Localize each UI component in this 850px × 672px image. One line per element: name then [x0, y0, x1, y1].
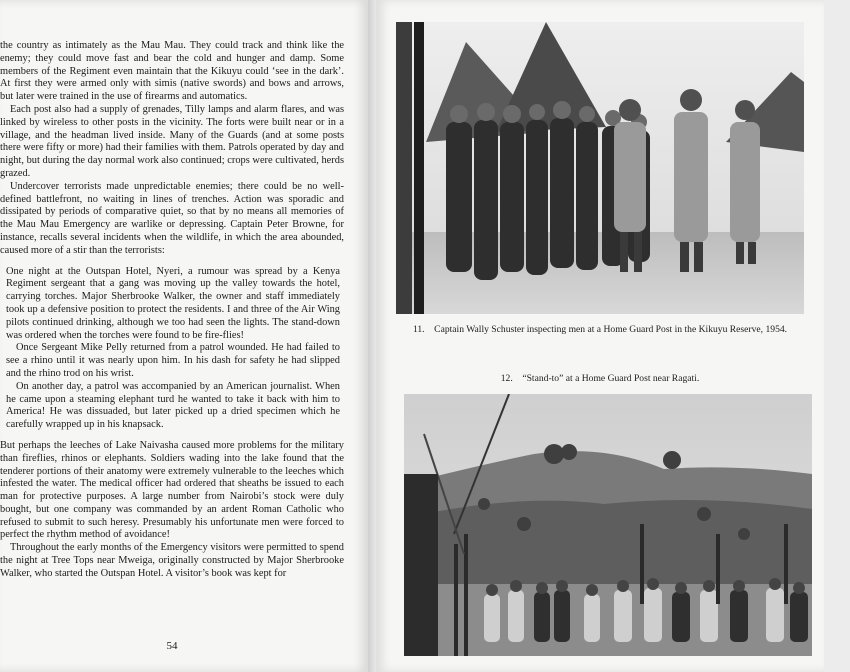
paragraph: But perhaps the leeches of Lake Naivasha caused more problems for the military than fireflies, rhinos or elephants. Soldiers wading into the lake found that the tenderer portions of their anatomy were extremely vulnerable to the leeches which infested the water. The medical officer had ordered that sheaths be issued to each man for protective purposes. A large number from Nairobi’s stock were duly bought, but one company was commanded by an ardent Roman Catholic who refused to submit to such heresy. Presumably his unfortunate men were forced to perfect the rhythm method of avoidance! — [0, 439, 344, 541]
photo-stand-to — [404, 394, 812, 656]
book-gutter — [368, 0, 376, 672]
quote-paragraph: On another day, a patrol was accompanied by an American journalist. When he came upon a steaming elephant turd he wanted to take it back with him to America! He was dissuaded, but later picked up a dried specimen which he carefully wrapped up in his knapsack. — [6, 380, 340, 431]
page-edge — [824, 0, 850, 672]
paragraph: Each post also had a supply of grenades, Tilly lamps and alarm flares, and was linked by wireless to other posts in the vicinity. The forts were built near or in a village, and the headman lived inside. Many of the Guards (and at some posts there were fifty or more) had their families with them. Patrols operated by day and night, but during the day normal work also continued; crops were cultivated, herds grazed. — [0, 103, 344, 179]
paragraph: Undercover terrorists made unpredictable enemies; there could be no well-defined battlefront, no waiting in lines of trenches. Action was sporadic and dissipated by periods of comparative quiet, so that by no means all memories of the Mau Mau Emergency are warlike or depressing. Captain Peter Browne, for instance, recalls several incidents when the wildlife, in which the area abounded, caused more of a stir than the terrorists: — [0, 180, 344, 256]
quote-paragraph: Once Sergeant Mike Pelly returned from a patrol wounded. He had failed to see a rhino until it was nearly upon him. In his dash for safety he had slipped and the rhino trod on his wrist. — [6, 342, 340, 379]
photo-caption: 12. “Stand-to” at a Home Guard Post near Ragati. — [500, 373, 700, 384]
photo-caption: 11. Captain Wally Schuster inspecting men at a Home Guard Post in the Kikuyu Reserve, 1954. — [412, 324, 788, 335]
photo-home-guard-inspection — [396, 22, 804, 314]
page-number: 54 — [166, 640, 178, 652]
paragraph: Throughout the early months of the Emergency visitors were permitted to spend the night at Tree Tops near Mweiga, originally constructed by Major Sherbrooke Walker, who started the Outspan Hotel. A visitor’s book was kept for — [0, 542, 344, 579]
paragraph: the country as intimately as the Mau Mau. They could track and think like the enemy; they could move fast and bear the cold and hunger and damp. Some members of the Regiment even maintain that the Kikuyu could ‘see in the dark’. At first they were armed only with simis (native swords) and bows and arrows, but later were trained in the use of firearms and automatics. — [0, 40, 344, 103]
left-page — [0, 0, 368, 672]
quotation — [0, 266, 344, 432]
quote-paragraph: One night at the Outspan Hotel, Nyeri, a rumour was spread by a Kenya Regiment sergeant that a gang was moving up the valley towards the hotel, carrying torches. Major Sherbrooke Walker, the owner and staff immediately took up a defensive position to protect the residents. I and three of the Air Wing pilots continued drinking, although we too had seen the lights. The stand-down was ordered when the torches were found to be fire-flies! — [6, 265, 340, 341]
body-text — [0, 40, 344, 581]
